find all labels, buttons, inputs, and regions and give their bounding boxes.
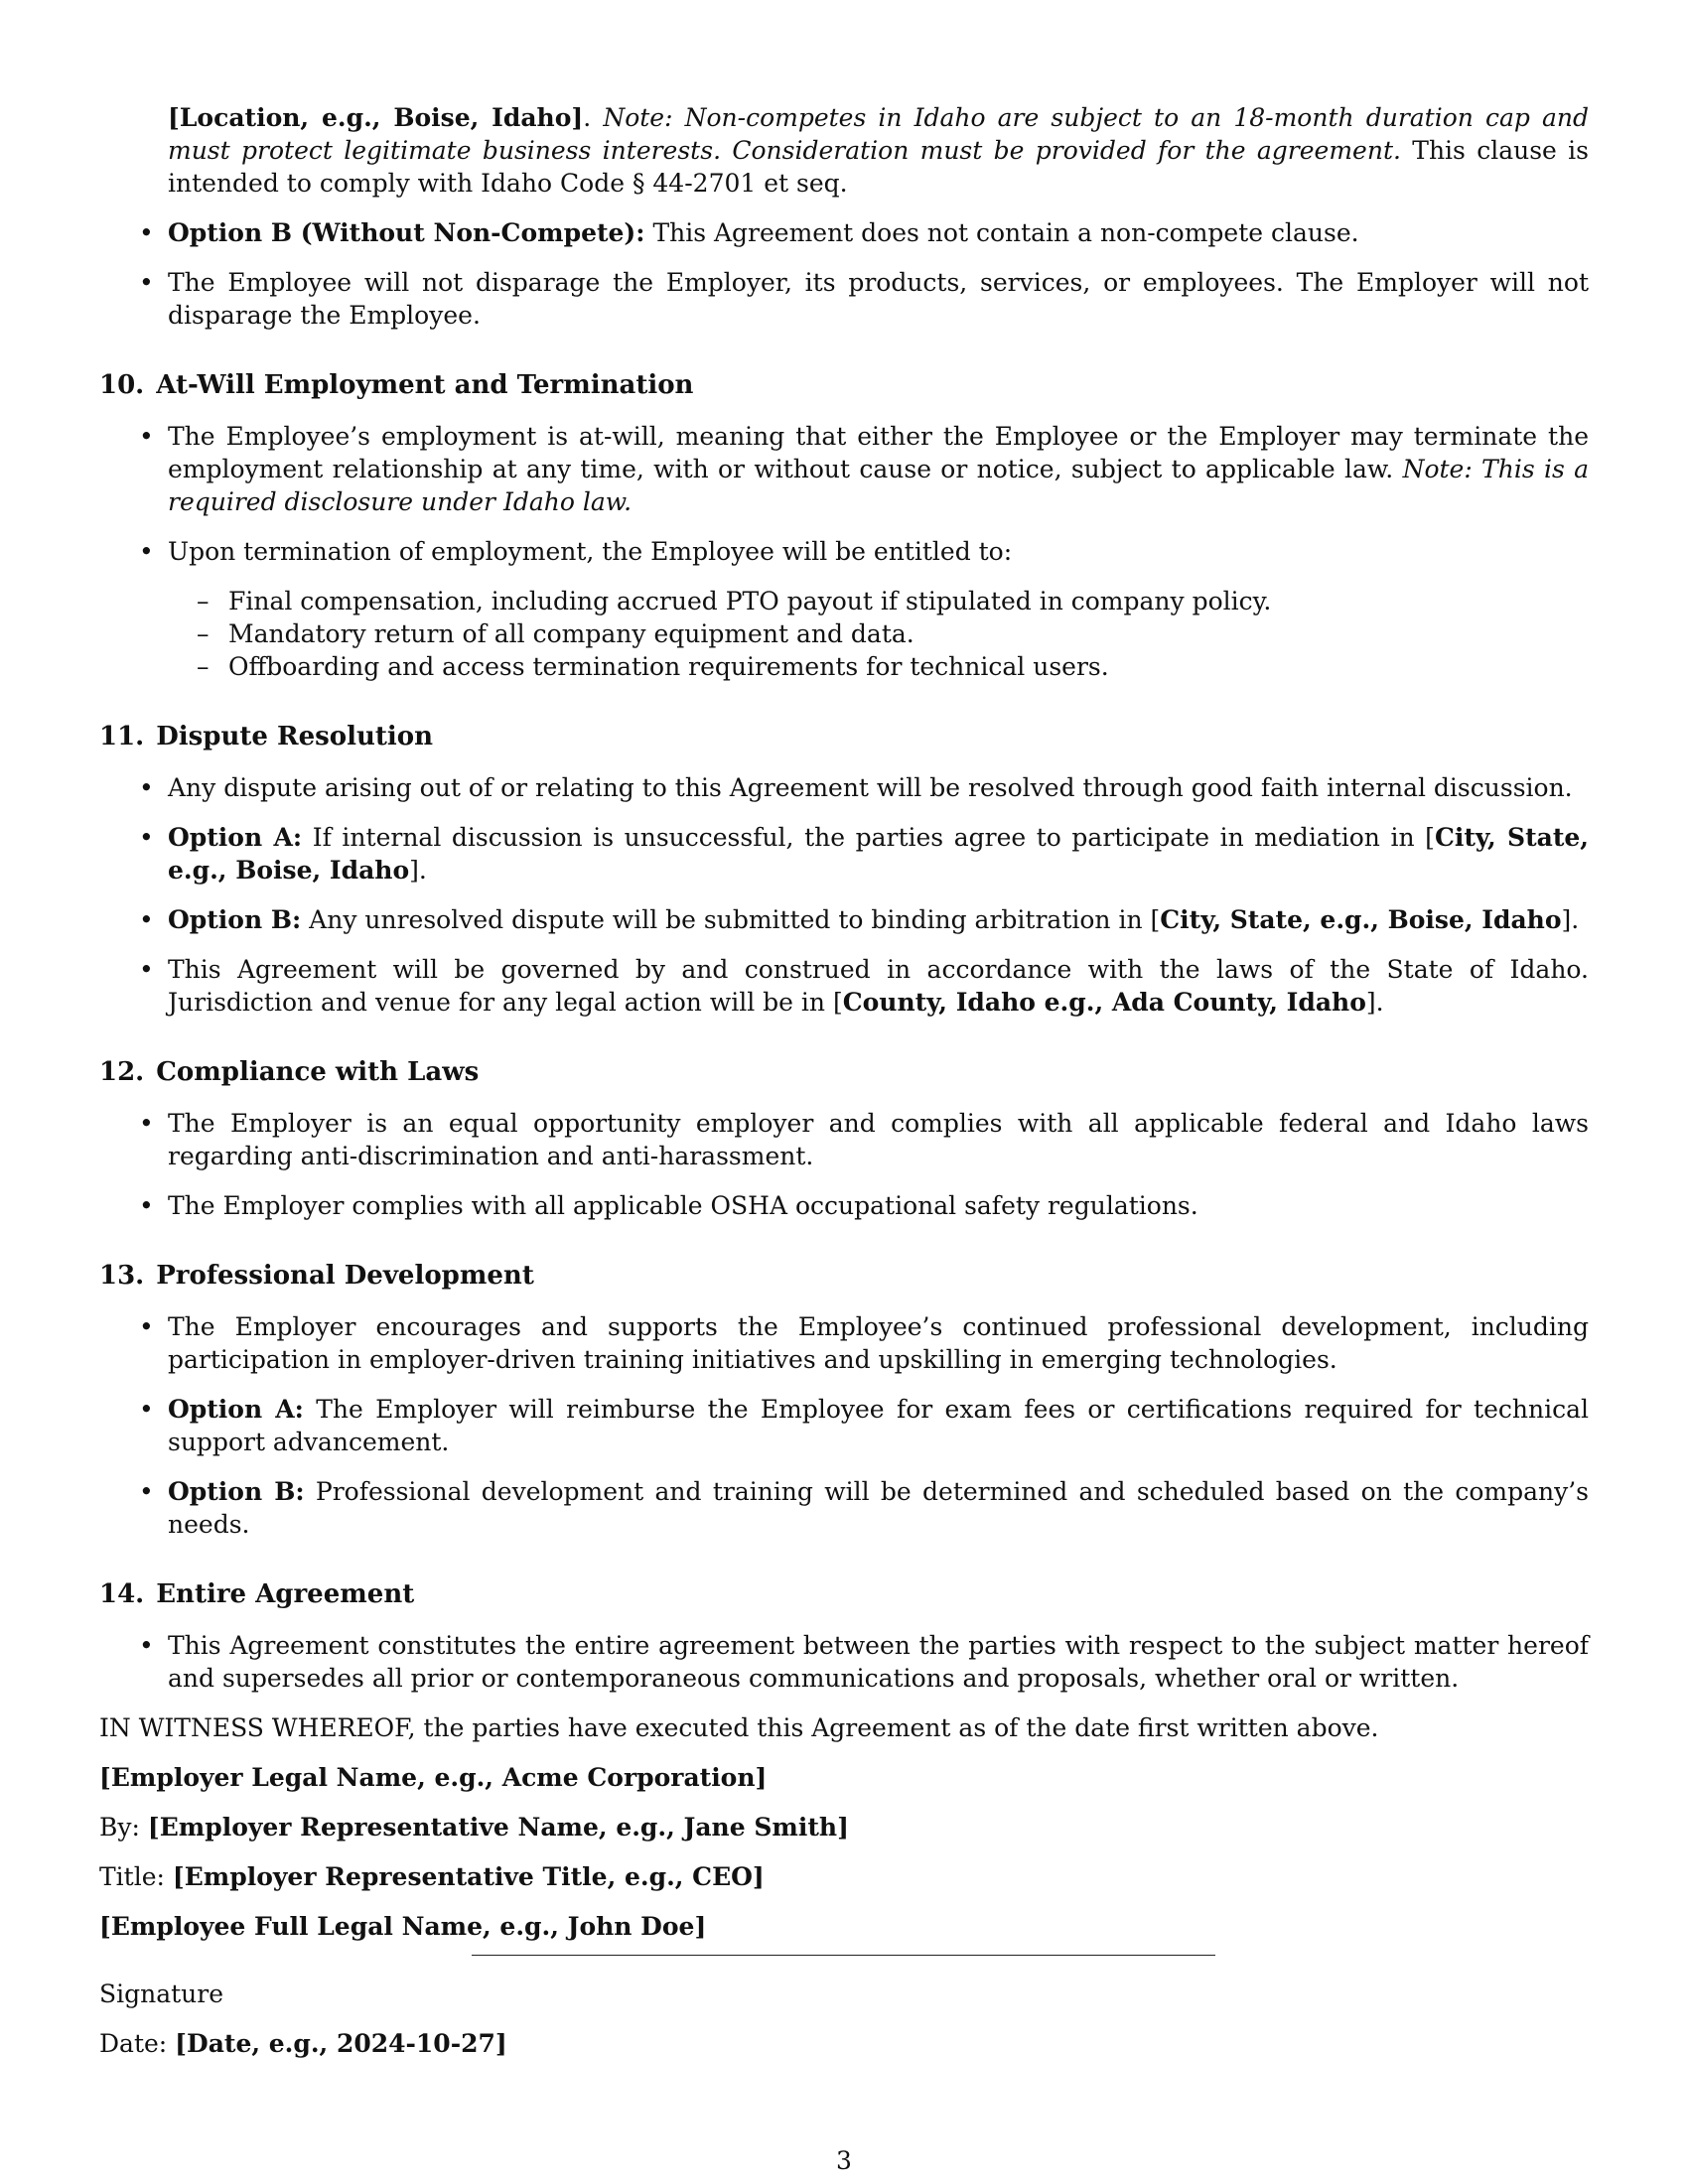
placeholder-text: City, State, e.g., Boise, Idaho <box>1160 905 1562 934</box>
list-item <box>99 1475 1589 1541</box>
section-number: 14. <box>99 1579 145 1609</box>
list-item: • The Employer is an equal opportunity employer and complies with all applicable federal and Idaho laws regarding anti-discrimination and anti-harassment. <box>99 1107 1589 1172</box>
list-item-text: This Agreement does not contain a non-compete clause. <box>652 218 1359 247</box>
section-14-list <box>99 1629 1589 1695</box>
option-label: Option A: <box>168 1395 304 1424</box>
section-heading-13 <box>99 1260 1589 1293</box>
page-number: 3 <box>836 2146 852 2175</box>
option-label: Option A: <box>168 823 303 852</box>
section-title: Professional Development <box>156 1261 534 1291</box>
list-item-text: Upon termination of employment, the Employee will be entitled to: <box>168 537 1013 566</box>
list-item: • The Employer complies with all applicable OSHA occupational safety regulations. <box>99 1189 1589 1222</box>
section-heading-12 <box>99 1056 1589 1089</box>
list-item-text: This Agreement will be governed by and construed in accordance with the laws of the State of Idaho. Jurisdiction and venue for any legal action will be in <box>168 955 1589 1017</box>
section-title: Dispute Resolution <box>156 722 434 751</box>
noncompete-location: Location, e.g., Boise, Idaho <box>179 103 572 132</box>
date-label: Date: <box>99 2029 168 2058</box>
section-12-list <box>99 1107 1589 1222</box>
section-number: 13. <box>99 1261 145 1291</box>
date-line: Date: [Date, e.g., 2024-10-27] <box>99 2029 507 2058</box>
noncompete-note: Note: Non-competes in Idaho are subject to an 18-month duration cap and must protect legitimate business interests. Consideration must be provided for the agreement. <box>168 103 1589 165</box>
title-label: Title: <box>99 1862 165 1891</box>
employee-name: [Employee Full Legal Name, e.g., John Doe] <box>99 1912 707 1941</box>
list-item-note: Note: This is a required disclosure under Idaho law. <box>168 455 1589 516</box>
section-number: 10. <box>99 370 145 400</box>
list-item <box>99 216 1589 249</box>
list-item-text: The Employee will not disparage the Employer, its products, services, or employees. The Employer will not disparage the Employee. <box>168 268 1589 330</box>
list-item: • This Agreement will be governed by and construed in accordance with the laws of the State of Idaho. Jurisdiction and venue for any legal action will be in [County, Idaho e.g., Ada County, Idaho]. <box>99 953 1589 1019</box>
list-item-text: The Employee’s employment is at-will, meaning that either the Employee or the Employer may terminate the employment relationship at any time, with or without cause or notice, subject to applicable law. <box>168 422 1589 483</box>
witness-statement: IN WITNESS WHEREOF, the parties have executed this Agreement as of the date first written above. <box>99 1713 1379 1742</box>
document-page <box>99 101 1589 1960</box>
section-title: Compliance with Laws <box>156 1057 480 1087</box>
section-heading-10 <box>99 369 1589 402</box>
termination-entitlements-list <box>168 585 1589 683</box>
option-label: Option B: <box>168 1477 305 1506</box>
list-item-text: Professional development and training will be determined and scheduled based on the company’s needs. <box>168 1477 1589 1539</box>
representative-name: Employer Representative Name, e.g., Jane Smith <box>159 1813 838 1842</box>
list-item <box>99 535 1589 683</box>
list-item <box>99 420 1589 518</box>
section-13-list <box>99 1310 1589 1541</box>
section-number: 12. <box>99 1057 145 1087</box>
option-label: Option B (Without Non-Compete): <box>168 218 645 247</box>
placeholder-text: County, Idaho e.g., Ada County, Idaho <box>842 988 1366 1017</box>
list-item: • The Employer encourages and supports the Employee’s continued professional development, including participation in employer-driven training initiatives and upskilling in emerging technologies. <box>99 1310 1589 1376</box>
list-item <box>99 266 1589 332</box>
section-heading-14 <box>99 1578 1589 1611</box>
section-heading-11 <box>99 721 1589 753</box>
placeholder-text: City, State, e.g., Boise, Idaho <box>168 823 1590 885</box>
list-item: • Option A: If internal discussion is unsuccessful, the parties agree to participate in mediation in [City, State, e.g., Boise, Idaho]. <box>99 821 1589 887</box>
list-item: • Any dispute arising out of or relating to this Agreement will be resolved through good faith internal discussion. <box>99 771 1589 804</box>
signature-label: Signature <box>99 1979 224 2008</box>
employer-name-text: Employer Legal Name, e.g., Acme Corporation <box>110 1763 756 1792</box>
representative-line: By: [Employer Representative Name, e.g., Jane Smith] <box>99 1813 849 1842</box>
section-title: Entire Agreement <box>156 1579 415 1609</box>
noncompete-continuation: [Location, e.g., Boise, Idaho]. Note: Non-competes in Idaho are subject to an 18-month duration cap and must protect legitimate business interests. Consideration must be provided for the agreement. This clause is intended to comply with Idaho Code § 44-2701 et seq. <box>168 103 1589 198</box>
list-item: • This Agreement constitutes the entire agreement between the parties with respect to the subject matter hereof and supersedes all prior or contemporaneous communications and proposals, whether oral or written. <box>99 1629 1589 1695</box>
representative-title-line: Title: [Employer Representative Title, e.g., CEO] <box>99 1862 765 1891</box>
by-label: By: <box>99 1813 140 1842</box>
representative-title: Employer Representative Title, e.g., CEO <box>184 1862 753 1891</box>
signature-block <box>99 1978 1489 2077</box>
signature-line <box>472 1955 1215 1956</box>
sub-list-item: – Final compensation, including accrued PTO payout if stipulated in company policy. <box>168 585 1589 617</box>
list-item-text: Any unresolved dispute will be submitted to binding arbitration in <box>309 905 1143 934</box>
section-11-list <box>99 771 1589 1019</box>
list-item: • Option B: Any unresolved dispute will be submitted to binding arbitration in [City, State, e.g., Boise, Idaho]. <box>99 903 1589 936</box>
option-label: Option B: <box>168 905 302 934</box>
section-number: 11. <box>99 722 145 751</box>
sub-list-item: – Offboarding and access termination requirements for technical users. <box>168 650 1589 683</box>
employee-name-text: Employee Full Legal Name, e.g., John Doe <box>110 1912 695 1941</box>
list-item <box>99 1393 1589 1458</box>
list-item-text: If internal discussion is unsuccessful, the parties agree to participate in mediation in <box>312 823 1415 852</box>
list-item-text: The Employer will reimburse the Employee for exam fees or certifications required for technical support advancement. <box>168 1395 1589 1456</box>
employer-name: [Employer Legal Name, e.g., Acme Corporation] <box>99 1763 768 1792</box>
date-value: Date, e.g., 2024-10-27 <box>187 2029 495 2058</box>
section-10-list <box>99 420 1589 683</box>
sub-list-item: – Mandatory return of all company equipment and data. <box>168 617 1589 650</box>
section-title: At-Will Employment and Termination <box>156 370 694 400</box>
section-9-list <box>99 216 1589 332</box>
noncompete-compliance: This clause is intended to comply with Idaho Code § 44-2701 et seq. <box>168 136 1589 198</box>
